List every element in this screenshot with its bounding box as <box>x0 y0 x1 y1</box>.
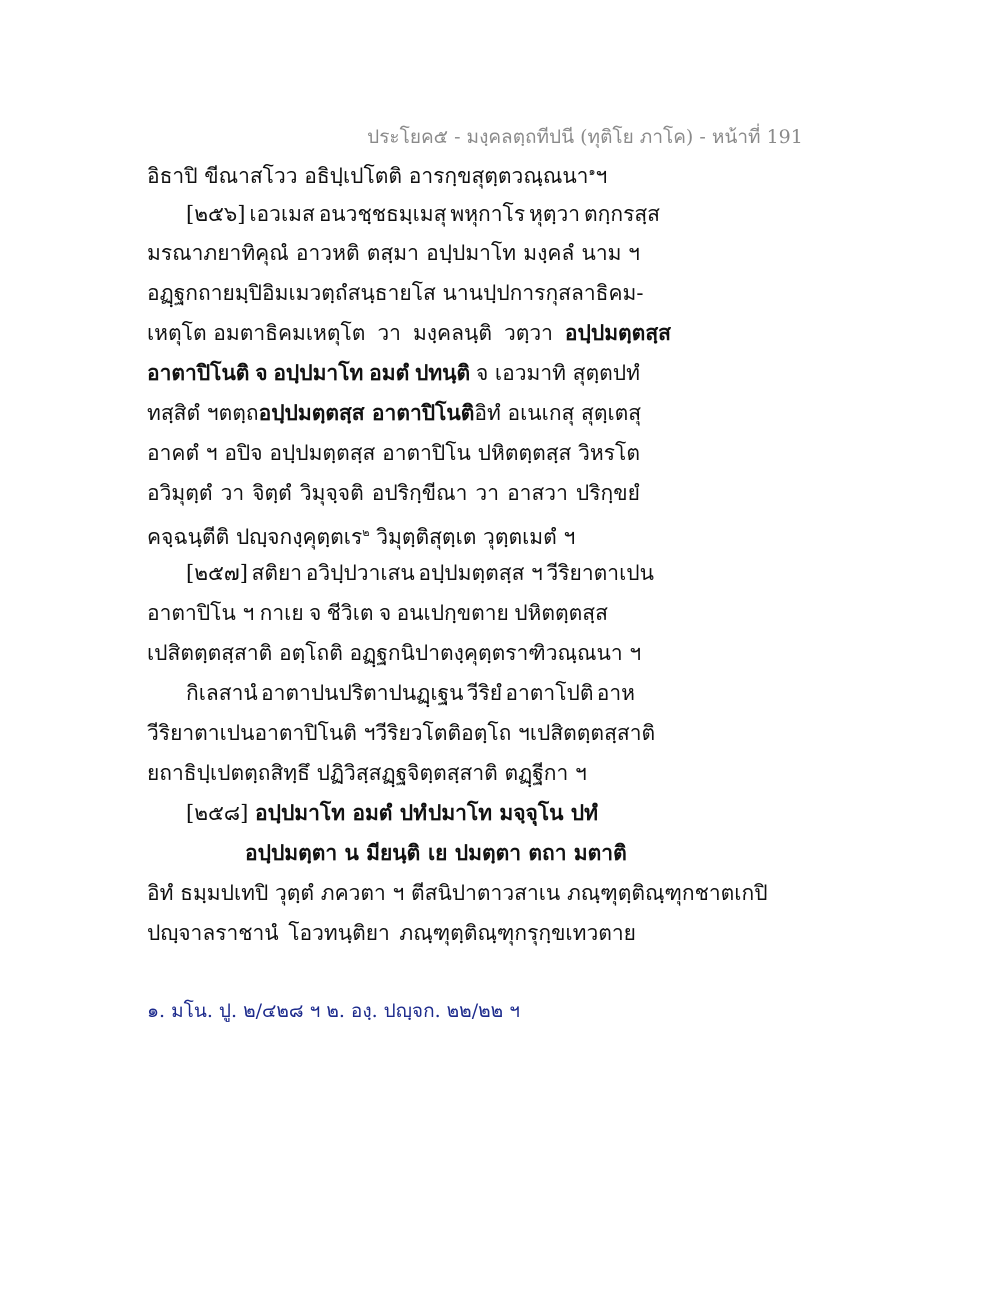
paragraph-number: [๒๕๘] <box>186 801 249 825</box>
line-16-text: ยถาธิปฺเปตตฺถสิทฺธึ ปฏิวิสฺสฏฺฐจิตฺตสฺสาติ ตฏฺฐีกา ฯ <box>147 761 587 785</box>
verse-line-1 <box>186 798 427 828</box>
text-line-6 <box>147 358 640 388</box>
word: อิมเมวตฺถํ <box>262 281 348 305</box>
page-header <box>0 122 1000 152</box>
footnote-ref-1: ๑ <box>588 165 596 178</box>
text-line-14 <box>186 678 635 708</box>
word: เปสิตตฺตสฺสาติ <box>529 721 656 745</box>
text-line-10 <box>147 518 575 552</box>
word: โอวทนฺติยา <box>288 921 390 945</box>
verse-line-1-b <box>428 798 598 828</box>
word: ชีวิเต <box>326 601 374 625</box>
word: อนวชฺชธมฺเมสุ <box>318 202 447 226</box>
word: มงฺคลํ <box>523 241 575 265</box>
word: หุตฺวา <box>529 202 581 226</box>
bold-term: อปฺปมตฺตสฺส <box>564 320 671 345</box>
word: อาตาปิโนติ ฯ <box>254 721 376 745</box>
word: จ <box>309 601 322 625</box>
text-line-12 <box>147 598 608 628</box>
footnote-ref-2: ๒ <box>362 526 370 539</box>
verse-text: อปฺปมาโท อมตํ ปทํ <box>255 800 427 825</box>
paragraph-number: [๒๕๖] <box>186 202 246 226</box>
header-text: ประโยค๕ - มงฺคลตฺถทีปนี (ทุติโย ภาโค) - หน้าที่ 191 <box>367 126 803 148</box>
footnote-text: ๑. มโน. ปู. ๒/๔๒๘ ฯ ๒. องฺ. ปญฺจก. ๒๒/๒๒ ฯ <box>147 1000 520 1022</box>
bold-term: อปฺปมตฺตสฺส อาตาปิโนติ <box>258 400 475 425</box>
word: กาเย <box>259 601 304 625</box>
word: อาคตํ ฯ <box>147 441 218 465</box>
text-line-1 <box>147 157 607 191</box>
word: อาวหติ <box>295 241 360 265</box>
word: วา <box>377 321 401 345</box>
word: วิหรโต <box>578 441 640 465</box>
word: ตตฺถ <box>218 401 259 425</box>
word: สนฺธาย <box>347 281 412 305</box>
line-10-text: คจฺฉนฺตีติ ปญฺจกงฺคุตฺตเร <box>147 525 363 549</box>
line-19-text: อิทํ ธมฺมปเทปิ วุตฺตํ ภควตา ฯ ตีสนิปาตาวสาเน ภณฺฑุตฺติณฺฑุกชาตเกปิ <box>147 881 768 905</box>
word: วา <box>220 481 245 505</box>
word: วิมุจฺจติ <box>299 481 364 505</box>
text-line-20 <box>147 918 636 948</box>
text-line-5 <box>147 318 671 348</box>
word: วีริยวโตติ <box>375 721 462 745</box>
word: อปฺปมตฺตสฺส <box>269 441 376 465</box>
word: วา <box>475 481 500 505</box>
text-line-11 <box>186 558 654 588</box>
word: อาตาปนปริตาปนฏฺเฐน <box>261 681 464 705</box>
word: มงฺคลนฺติ <box>412 321 492 345</box>
word: จ <box>378 601 392 625</box>
word: เหตุโต อมตาธิคมเหตุโต <box>147 321 366 345</box>
verse-text: เย ปมตฺตา ตถา มตาติ <box>428 840 627 865</box>
line-1-text: อิธาปิ ขีณาสโวว อธิปฺเปโตติ อารกฺขสุตฺตวณฺณนา <box>147 164 589 188</box>
text-line-8 <box>147 438 640 468</box>
footnote <box>147 996 520 1026</box>
text-line-9 <box>147 478 640 508</box>
word: อปฺปมาโท <box>426 241 517 265</box>
word: วีริยาตาเปน <box>546 561 654 585</box>
word: กิเลสานํ <box>186 681 258 705</box>
word: อตฺโถ ฯ <box>461 721 530 745</box>
text-line-16 <box>147 758 587 788</box>
word: ปริกฺขยํ <box>575 481 640 505</box>
bold-term: จ <box>255 360 268 385</box>
verse-line-2 <box>245 838 420 868</box>
text-line-2 <box>186 199 660 229</box>
verse-text: ปมาโท มจฺจุโน ปทํ <box>428 800 598 825</box>
word: วตฺวา <box>503 321 553 345</box>
word: อปริกฺขีณา <box>371 481 468 505</box>
word: จ เอวมาทิ สุตฺตปทํ <box>475 361 640 385</box>
word: พหุกาโร <box>450 202 526 226</box>
word: อาตาโปติ <box>505 681 594 705</box>
word: อปิจ <box>224 441 263 465</box>
text-line-4 <box>147 278 644 308</box>
word: อาสวา <box>507 481 568 505</box>
word: อฏฺฐกถายมฺปิ <box>147 281 262 305</box>
word: นาม ฯ <box>581 241 640 265</box>
text-line-3 <box>147 238 640 268</box>
verse-line-2-b <box>428 838 627 868</box>
text-line-7 <box>147 398 640 428</box>
word: อปฺปมตฺตสฺส ฯ <box>418 561 543 585</box>
word: อาห <box>596 681 635 705</box>
word: โส นานปฺปการกุสลาธิคม- <box>411 281 644 305</box>
word: อวิมุตฺตํ <box>147 481 213 505</box>
bold-term: อมตํ <box>369 360 410 385</box>
word: ปหิตตฺตสฺส <box>477 441 572 465</box>
line-1-end: ฯ <box>595 164 608 188</box>
word: จิตฺตํ <box>252 481 292 505</box>
word: สติยา <box>251 561 303 585</box>
bold-term: อาตาปิโนติ <box>147 360 250 385</box>
line-10-end: วิมุตฺติสุตฺเต วุตฺตเมตํ ฯ <box>376 525 576 549</box>
word: อวิปฺปวาเสน <box>305 561 415 585</box>
bold-term: ปทนฺติ <box>415 360 471 385</box>
word: ตสฺมา <box>366 241 419 265</box>
word: เอวเมส <box>249 202 315 226</box>
word: ตกฺกรสฺส <box>584 202 660 226</box>
word: ปญฺจาลราชานํ <box>147 921 279 945</box>
word: อนเปกฺขตาย <box>396 601 509 625</box>
word: วีริยํ <box>466 681 503 705</box>
text-line-13 <box>147 638 641 668</box>
paragraph-number: [๒๕๗] <box>186 561 248 585</box>
word: อิทํ อเนเกสุ สุตฺเตสุ <box>474 401 642 425</box>
line-13-text: เปสิตตฺตสฺสาติ อตฺโถติ อฏฺฐกนิปาตงฺคุตฺตราฑิวณฺณนา ฯ <box>147 641 642 665</box>
word: วีริยาตาเปน <box>147 721 255 745</box>
word: อาตาปิโน ฯ <box>147 601 255 625</box>
text-line-19 <box>147 878 768 908</box>
word: อาตาปิโน <box>382 441 471 465</box>
text-line-15 <box>147 718 656 748</box>
bold-term: อปฺปมาโท <box>273 360 364 385</box>
verse-text: อปฺปมตฺตา น มียนฺติ <box>245 840 421 865</box>
word: ภณฺฑุตฺติณฺฑุกรุกฺขเทวตาย <box>399 921 636 945</box>
word: ปหิตตฺตสฺส <box>514 601 608 625</box>
word: มรณาภยาทิคุณํ <box>147 241 289 265</box>
word: ทสฺสิตํ ฯ <box>147 401 219 425</box>
